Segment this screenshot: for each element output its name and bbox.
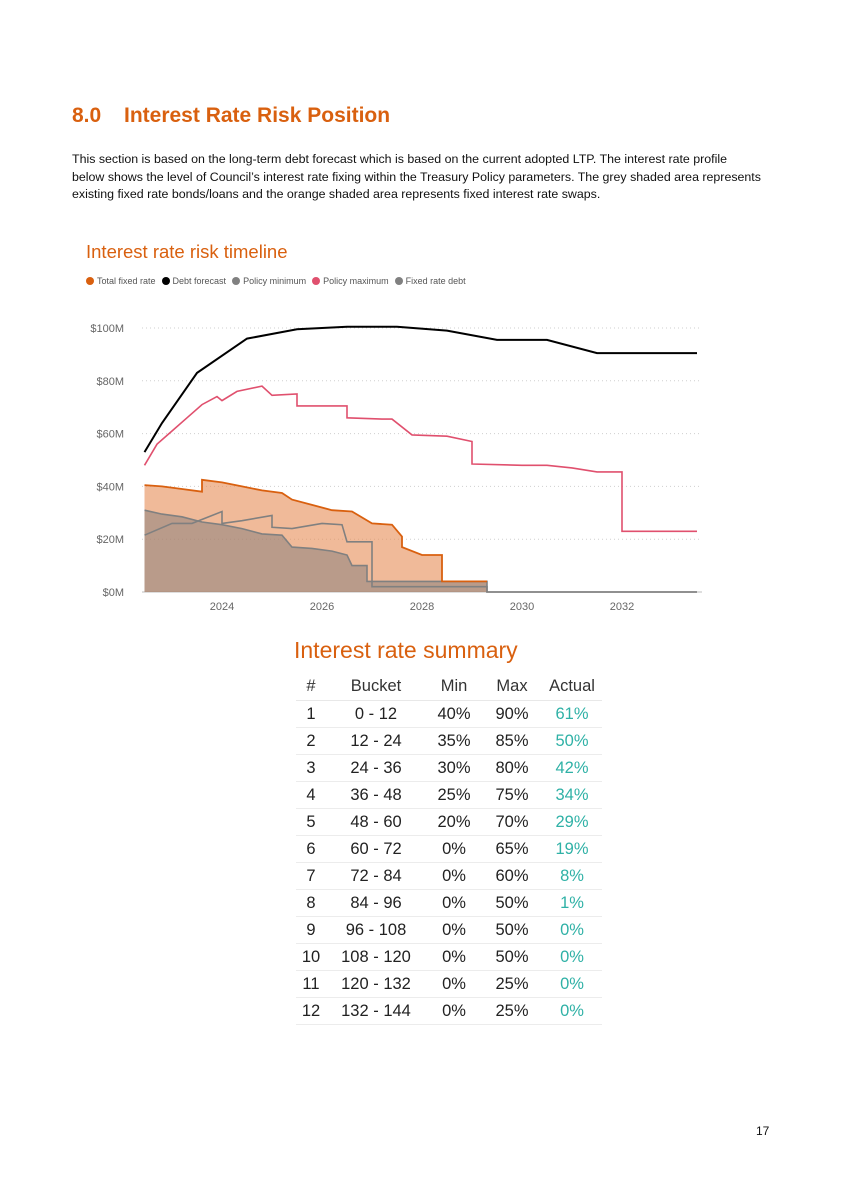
y-tick-label: $100M xyxy=(90,323,124,335)
row-min: 35% xyxy=(437,731,471,750)
summary-row xyxy=(296,863,602,890)
row-max: 50% xyxy=(495,947,529,966)
summary-row xyxy=(296,971,602,998)
row-max: 50% xyxy=(495,920,529,939)
row-min: 0% xyxy=(442,1001,466,1020)
row-min: 0% xyxy=(442,866,466,885)
row-max: 80% xyxy=(495,758,529,777)
x-tick-label: 2024 xyxy=(209,601,235,612)
section-title: Interest Rate Risk Position xyxy=(124,104,391,127)
row-bucket: 48 - 60 xyxy=(350,812,402,831)
row-actual: 42% xyxy=(555,758,589,777)
row-number: 7 xyxy=(306,866,316,885)
row-number: 6 xyxy=(306,839,316,858)
row-bucket: 108 - 120 xyxy=(341,947,411,966)
legend-label: Policy minimum xyxy=(243,276,307,286)
interest-rate-risk-chart xyxy=(70,312,710,612)
x-tick-label: 2028 xyxy=(409,601,435,612)
summary-row xyxy=(296,728,602,755)
legend-label: Total fixed rate xyxy=(97,276,156,286)
row-number: 4 xyxy=(306,785,316,804)
legend-marker xyxy=(232,277,240,285)
summary-row xyxy=(296,998,602,1025)
legend-label: Debt forecast xyxy=(172,276,227,286)
row-actual: 0% xyxy=(560,1001,584,1020)
row-bucket: 96 - 108 xyxy=(345,920,407,939)
row-max: 65% xyxy=(495,839,529,858)
row-number: 1 xyxy=(306,704,316,723)
summary-row xyxy=(296,917,602,944)
summary-row xyxy=(296,944,602,971)
row-bucket: 0 - 12 xyxy=(354,704,398,723)
row-max: 90% xyxy=(495,704,529,723)
x-tick-label: 2030 xyxy=(509,601,535,612)
row-bucket: 24 - 36 xyxy=(350,758,402,777)
row-actual: 61% xyxy=(555,704,589,723)
row-number: 12 xyxy=(301,1001,321,1020)
row-number: 9 xyxy=(306,920,316,939)
row-actual: 34% xyxy=(555,785,589,804)
row-max: 75% xyxy=(495,785,529,804)
row-actual: 1% xyxy=(560,893,584,912)
header-min: Min xyxy=(440,676,468,695)
intro-paragraph: This section is based on the long-term debt forecast which is based on the current adopted LTP. The interest rate profile below shows the level of Council’s interest rate fixing within the Treasury Policy parameters. The grey shaded area represents existing fixed rate bonds/loans and the orange shaded area represents fixed interest rate swaps. xyxy=(72,152,761,201)
row-actual: 50% xyxy=(555,731,589,750)
row-max: 25% xyxy=(495,1001,529,1020)
header-number: # xyxy=(306,676,316,695)
row-max: 50% xyxy=(495,893,529,912)
row-number: 5 xyxy=(306,812,316,831)
legend-label: Fixed rate debt xyxy=(405,276,466,286)
chart-legend xyxy=(86,276,466,286)
summary-row xyxy=(296,890,602,917)
x-tick-label: 2032 xyxy=(609,601,635,612)
y-tick-label: $0M xyxy=(102,587,124,599)
row-min: 25% xyxy=(437,785,471,804)
summary-row xyxy=(296,701,602,728)
legend-item xyxy=(232,276,306,286)
section-number: 8.0 xyxy=(72,104,102,127)
y-tick-label: $80M xyxy=(96,375,124,388)
row-min: 20% xyxy=(437,812,471,831)
row-min: 30% xyxy=(437,758,471,777)
row-bucket: 12 - 24 xyxy=(350,731,402,750)
legend-item xyxy=(395,276,466,286)
legend-marker xyxy=(86,277,94,285)
row-number: 3 xyxy=(306,758,316,777)
y-tick-label: $20M xyxy=(96,534,124,547)
row-actual: 8% xyxy=(560,866,584,885)
row-actual: 0% xyxy=(560,947,584,966)
row-number: 10 xyxy=(301,947,321,966)
summary-row xyxy=(296,755,602,782)
row-min: 0% xyxy=(442,893,466,912)
summary-title: Interest rate summary xyxy=(294,637,518,663)
row-number: 8 xyxy=(306,893,316,912)
legend-marker xyxy=(162,277,170,285)
summary-table xyxy=(296,672,602,1025)
row-actual: 19% xyxy=(555,839,589,858)
row-bucket: 72 - 84 xyxy=(350,866,402,885)
row-min: 0% xyxy=(442,947,466,966)
row-max: 70% xyxy=(495,812,529,831)
y-tick-label: $40M xyxy=(96,481,124,494)
x-tick-label: 2026 xyxy=(309,601,335,612)
legend-item xyxy=(162,276,227,286)
row-bucket: 132 - 144 xyxy=(341,1001,411,1020)
row-number: 2 xyxy=(306,731,316,750)
summary-row xyxy=(296,782,602,809)
section-heading xyxy=(72,104,390,128)
page-number: 17 xyxy=(756,1124,770,1138)
legend-item xyxy=(312,276,389,286)
row-min: 0% xyxy=(442,920,466,939)
row-bucket: 36 - 48 xyxy=(350,785,402,804)
row-actual: 0% xyxy=(560,974,584,993)
legend-marker xyxy=(312,277,320,285)
row-max: 25% xyxy=(495,974,529,993)
summary-header-row xyxy=(296,672,602,701)
summary-row xyxy=(296,809,602,836)
row-bucket: 120 - 132 xyxy=(341,974,411,993)
row-min: 0% xyxy=(442,839,466,858)
row-max: 60% xyxy=(495,866,529,885)
legend-marker xyxy=(395,277,403,285)
chart-title: Interest rate risk timeline xyxy=(86,241,288,262)
row-min: 0% xyxy=(442,974,466,993)
y-tick-label: $60M xyxy=(96,428,124,441)
row-number: 11 xyxy=(302,974,320,993)
legend-item xyxy=(86,276,156,286)
row-bucket: 60 - 72 xyxy=(350,839,402,858)
row-bucket: 84 - 96 xyxy=(350,893,402,912)
header-bucket: Bucket xyxy=(350,676,402,695)
summary-row xyxy=(296,836,602,863)
row-actual: 0% xyxy=(560,920,584,939)
row-max: 85% xyxy=(495,731,529,750)
legend-label: Policy maximum xyxy=(323,276,389,286)
row-min: 40% xyxy=(437,704,471,723)
header-actual: Actual xyxy=(549,676,595,695)
header-max: Max xyxy=(496,676,528,695)
row-actual: 29% xyxy=(555,812,589,831)
